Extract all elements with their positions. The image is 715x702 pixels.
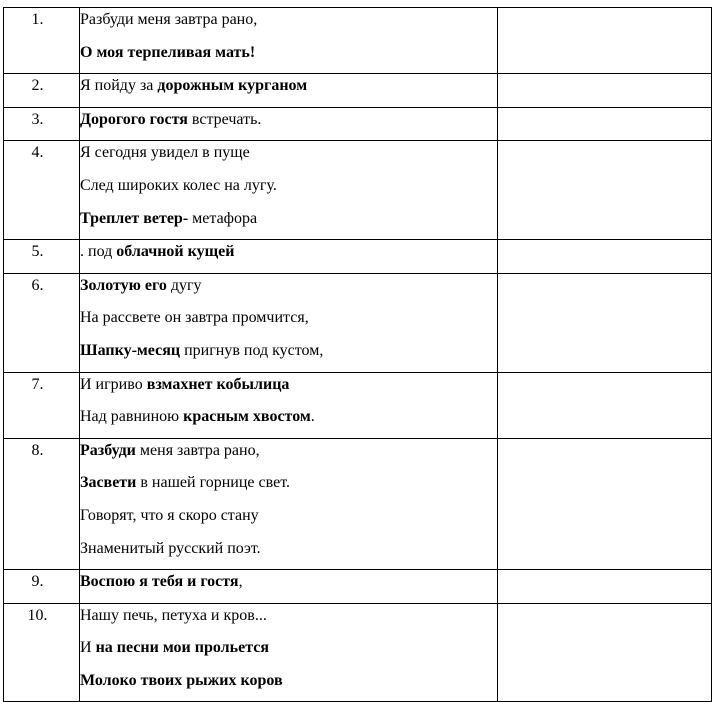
verse-highlight: О моя терпеливая мать! <box>80 43 256 61</box>
verse-cell <box>80 603 498 702</box>
answer-cell <box>498 8 712 74</box>
answer-cell <box>498 273 712 372</box>
poem-table-body <box>4 8 712 702</box>
poem-table <box>3 7 712 702</box>
verse-highlight: Разбуди <box>80 441 136 459</box>
row-number: 1. <box>31 11 44 28</box>
row-number: 10. <box>27 606 48 624</box>
verse-line <box>80 141 497 174</box>
table-row <box>4 240 712 274</box>
verse-line <box>80 439 497 472</box>
table-row <box>4 74 712 108</box>
row-number-cell <box>4 141 80 240</box>
answer-cell <box>498 240 712 274</box>
verse-cell <box>80 438 498 569</box>
verse-highlight: Воспою я тебя и гостя <box>80 573 239 591</box>
verse-text: Говорят, что я скоро стану <box>80 506 259 524</box>
verse-line <box>80 41 497 74</box>
verse-cell <box>80 570 498 604</box>
verse-cell <box>80 372 498 438</box>
verse-text: И игриво <box>80 375 147 393</box>
verse-line <box>80 108 497 141</box>
verse-text: , <box>238 573 243 591</box>
table-row <box>4 273 712 372</box>
answer-cell <box>498 141 712 240</box>
verse-text: И <box>80 639 96 657</box>
verse-highlight: взмахнет кобылица <box>146 375 290 393</box>
verse-text: дугу <box>166 276 202 294</box>
verse-cell <box>80 74 498 108</box>
row-number-cell <box>4 570 80 604</box>
table-row <box>4 570 712 604</box>
verse-text: Знаменитый русский поэт. <box>80 539 261 557</box>
verse-line <box>80 174 497 207</box>
verse-line <box>80 373 497 406</box>
row-number-cell <box>4 107 80 141</box>
row-number-cell <box>4 438 80 569</box>
verse-cell <box>80 240 498 274</box>
row-number: 4. <box>31 144 44 162</box>
row-number: 2. <box>31 77 44 95</box>
verse-line <box>80 636 497 669</box>
answer-cell <box>498 74 712 108</box>
row-number-cell <box>4 8 80 74</box>
answer-cell <box>498 372 712 438</box>
verse-line <box>80 669 497 702</box>
verse-text: Нашу печь, петуха и кров... <box>80 606 267 624</box>
answer-cell <box>498 107 712 141</box>
verse-text: меня завтра рано, <box>135 441 260 459</box>
row-number: 6. <box>31 276 44 294</box>
verse-text: встречать. <box>187 110 262 128</box>
verse-line <box>80 240 497 273</box>
answer-cell <box>498 570 712 604</box>
verse-cell <box>80 8 498 74</box>
verse-text: Я пойду за <box>80 77 158 95</box>
verse-line <box>80 604 497 637</box>
answer-cell <box>498 438 712 569</box>
row-number-cell <box>4 273 80 372</box>
row-number: 9. <box>31 573 44 591</box>
verse-highlight: облачной кущей <box>116 243 235 261</box>
table-row <box>4 8 712 74</box>
verse-line <box>80 570 497 603</box>
verse-text: Я сегодня увидел в пуще <box>80 144 250 162</box>
answer-cell <box>498 603 712 702</box>
row-number-cell <box>4 603 80 702</box>
verse-line <box>80 471 497 504</box>
row-number: 7. <box>31 375 44 393</box>
verse-line <box>80 207 497 240</box>
verse-text: . под <box>80 243 117 261</box>
row-number-cell <box>4 372 80 438</box>
verse-text: На рассвете он завтра промчится, <box>80 309 309 327</box>
verse-highlight: Дорогого гостя <box>80 110 188 128</box>
row-number: 5. <box>31 243 44 261</box>
verse-line <box>80 339 497 372</box>
verse-line <box>80 306 497 339</box>
verse-line <box>80 74 497 107</box>
verse-line <box>80 537 497 570</box>
verse-highlight: Шапку-месяц <box>80 341 181 359</box>
verse-highlight: красным хвостом <box>183 408 311 426</box>
verse-highlight: Золотую его <box>80 276 167 294</box>
verse-text: метафора <box>188 209 258 227</box>
row-number-cell <box>4 74 80 108</box>
table-row <box>4 107 712 141</box>
verse-line <box>80 274 497 307</box>
row-number: 8. <box>31 441 44 459</box>
verse-highlight: Молоко твоих рыжих коров <box>80 671 283 689</box>
verse-highlight: дорожным курганом <box>157 77 308 95</box>
verse-text: Над равниною <box>80 408 184 426</box>
verse-cell <box>80 273 498 372</box>
verse-line <box>80 405 497 438</box>
row-number: 3. <box>31 110 44 128</box>
verse-cell <box>80 141 498 240</box>
verse-highlight: на песни мои прольется <box>95 639 269 657</box>
verse-highlight: Засвети <box>80 474 137 492</box>
verse-line <box>80 8 497 41</box>
table-row <box>4 438 712 569</box>
verse-highlight: Треплет ветер- <box>80 209 189 227</box>
verse-line <box>80 504 497 537</box>
verse-text: Разбуди меня завтра рано, <box>80 11 258 28</box>
verse-text: След широких колес на лугу. <box>80 176 277 194</box>
verse-text: . <box>310 408 315 426</box>
verse-text: пригнув под кустом, <box>180 341 324 359</box>
table-row <box>4 603 712 702</box>
table-row <box>4 141 712 240</box>
verse-cell <box>80 107 498 141</box>
table-row <box>4 372 712 438</box>
row-number-cell <box>4 240 80 274</box>
verse-text: в нашей горнице свет. <box>136 474 290 492</box>
